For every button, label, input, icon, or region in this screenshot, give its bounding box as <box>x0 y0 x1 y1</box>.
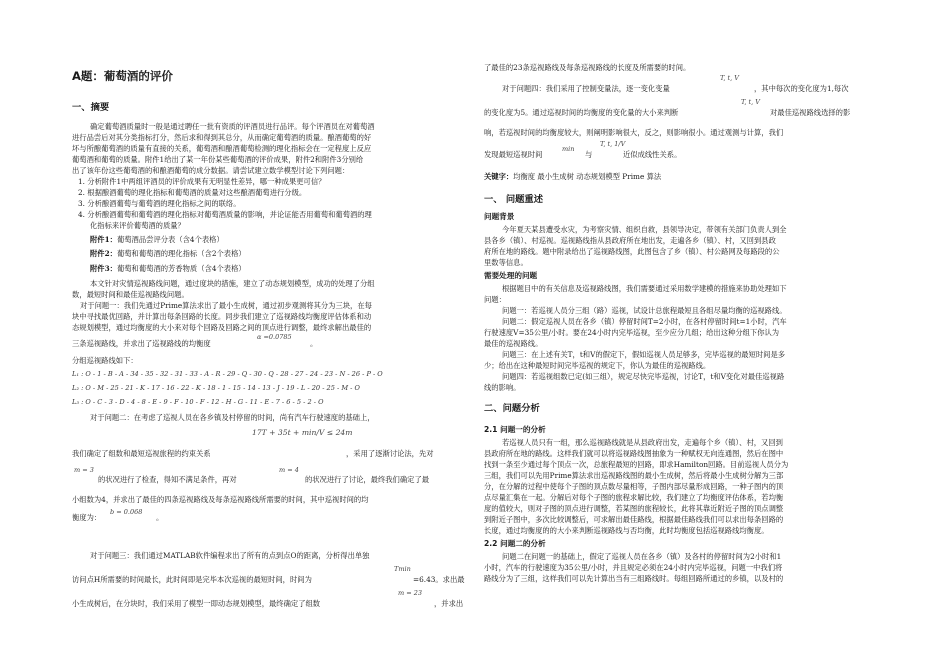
text-line: 三条巡视路线，并求出了巡视路线的均衡度 <box>72 339 211 348</box>
text-line: 找到一条至少通过每个顶点一次，总旅程最短的回路，即求Hamilton回路。目前巡视人员分为 <box>484 460 789 469</box>
text-line: 县各乡（镇）、村巡视。巡视路线指从县政府所在地出发，走遍各乡（镇）、村，又回到县政 <box>484 236 776 245</box>
list-item: 1. 分析附件1中两组评酒员的评价成果有无明显性差异，哪一种成果更可信？ <box>78 177 326 186</box>
route-path: L₂ : O - M - 25 - 21 - K - 17 - 16 - 22 - K - 18 - 1 - 15 - 14 - 13 - J - 19 - L - 20 - 25 - M - O <box>72 384 360 392</box>
text-line: 长度，通过均衡度的的大小来判断巡视路线与否均衡，此时均衡度包括巡视路线均衡度。 <box>484 526 769 535</box>
text-line: 分，在分解的过程中使每个子图的顶点数尽量相等，子图内部尽量形成回路，一种子图内的顶 <box>484 482 784 491</box>
text-line: 问题二在问题一的基础上，假定了巡视人员在各乡（镇）及各村的停留时间为2小时和1 <box>502 552 782 561</box>
text-line: 。 <box>310 339 318 348</box>
document-title: A题：葡萄酒的评价 <box>72 69 173 83</box>
route-path: L₃ : O - C - 3 - D - 4 - 8 - E - 9 - F - 10 - F - 12 - H - G - 11 - E - 7 - 6 - 5 - 2 - O <box>72 398 324 406</box>
text-line: ，其中每次的变化度为1,每次 <box>754 84 849 93</box>
text-line: 问题一：若巡视人员分三组（路）巡视，试设计总旅程最短且各组尽量均衡的巡视路线。 <box>502 306 787 315</box>
text-line: 点尽量汇集在一起。分解后对每个子图的旅程求解比较，我们建立了均衡度评估体系，若均衡 <box>484 493 784 502</box>
subsection-heading: 问题背景 <box>484 212 515 221</box>
variable-set: T, t, V <box>741 98 760 106</box>
attachment-item: 附件2：葡萄和葡萄酒的理化指标（含2个表格） <box>90 249 246 258</box>
variable-set: T, t, 1/V <box>600 140 626 148</box>
text-line: 小生成树后，在分块时，我们采用了模型一即动态规划模型，最终确定了组数 <box>72 599 321 608</box>
variable-set: T, t, V <box>720 74 739 82</box>
alpha-value: α =0.0785 <box>257 333 292 341</box>
text-line: 的状况进行了讨论，最终我们确定了最 <box>305 475 430 484</box>
text-line: 发现最短巡视时间 <box>484 150 543 159</box>
list-item: 化指标来评价葡萄酒的质量？ <box>90 221 185 230</box>
text-line: 访问点H所需要的时间最长，此时间即是完毕本次巡视的最短时间，时间为 <box>72 575 312 584</box>
text-line: 确定葡萄酒质量时一般是通过聘任一批有资质的评酒员进行品评。每个评酒员在对葡萄酒 <box>90 122 375 131</box>
text-line: 度的值较大，则对子图的顶点进行调整，若某图的旅程较长，此将其靠近附近子图的顶点调整 <box>484 504 784 513</box>
text-line: 响，若巡视时间的均衡度较大，则阐明影响很大，反之，则影响很小。通过观测与计算，我们 <box>484 128 784 137</box>
text-line: 出了该年份这些葡萄酒的和酿酒葡萄的成分数据。请尝试建立数学模型讨论下列问题： <box>72 166 350 175</box>
text-line: 近似成线性关系。 <box>623 150 682 159</box>
text-line: 今年夏天某县遭受水灾，为考察灾情、组织自救，县领导决定，带领有关部门负责人到全 <box>502 225 787 234</box>
abstract-heading: 一、摘要 <box>72 102 110 113</box>
text-line: 对于问题二：在考虑了巡视人员在各乡镇及村停留的时间，尚有汽车行驶速度的基础上， <box>90 413 375 422</box>
keywords-line: 关键字：均衡度 最小生成树 动态规划模型 Prime 算法 <box>484 172 662 181</box>
text-line: 根据题目中的有关信息及巡视路线图，我们需要通过采用数学建模的措施来协助处理如下 <box>502 284 787 293</box>
text-line: 问题三：在上述有关T，t和V的假定下，假如巡视人员足够多，完毕巡视的最短时间是多 <box>502 350 786 359</box>
text-line: 。 <box>156 513 164 522</box>
text-line: ，并求出 <box>434 599 464 608</box>
text-line: 对最佳巡视路线选择的影 <box>770 108 851 117</box>
attachment-item: 附件3：葡萄和葡萄酒的芳香物质（含4个表格） <box>90 264 246 273</box>
text-line: 县政府所在地的路线。这样我们就可以将巡视路线图抽象为一种赋权无向连通图，然后在图中 <box>484 449 784 458</box>
section-heading: 一、 问题重述 <box>484 194 544 205</box>
text-line: 块中寻找最优回路，并计算出每条回路的长度。同步我们建立了巡视路线均衡度评估体系和动 <box>72 312 372 321</box>
attachment-item: 附件1：葡萄酒品尝评分表（含4个表格） <box>90 235 224 244</box>
subsection-heading: 需要处理的问题 <box>484 271 538 280</box>
text-line: 对于问题三：我们通过MATLAB软件编程求出了所有的点到点O的距离，分析得出单独 <box>90 551 370 560</box>
list-item: 2. 根据酿酒葡萄的理化指标和葡萄酒的质量对这些酿酒葡萄进行分级。 <box>78 188 307 197</box>
text-line: 问题二：假定巡视人员在各乡（镇）停留时间T=2小时，在各村停留时间t=1小时，汽车 <box>502 317 787 326</box>
list-item: 3. 分析酿酒葡萄与葡萄酒的理化指标之间的联络。 <box>78 199 241 208</box>
text-line: 里数等信息。 <box>484 258 528 267</box>
text-line: 葡萄酒和葡萄的质量。附件1给出了某一年份某些葡萄酒的评价成果，附件2和附件3分别给 <box>72 155 364 164</box>
section-heading: 二、问题分析 <box>484 403 540 414</box>
text-line: 了最佳的23条巡视路线及每条巡视路线的长度及所需要的时间。 <box>484 63 691 72</box>
text-line: 小时，汽车的行驶速度为35公里/小时，并且规定必须在24小时内完毕巡视，问题一中我们将 <box>484 563 783 572</box>
constraint-formula: 17T + 35t + min/V ≤ 24m <box>252 428 353 437</box>
text-line: 小组数为4，并求出了最佳的四条巡视路线及每条巡视路线所需要的时间，其中巡视时间的均 <box>72 495 369 504</box>
text-line: 衡度为： <box>72 513 102 522</box>
text-line: 本文针对灾情巡视路线问题，通过度块的措施，建立了动态规划模型，成功的处理了分组 <box>90 279 375 288</box>
text-line: 对于问题一：我们先通过Prime算法求出了最小生成树，通过初步观测将其分为三块，在每 <box>80 301 372 310</box>
text-line: 的状况进行了检查，得知不满足条件，再对 <box>98 475 237 484</box>
m-value: m = 23 <box>398 589 423 597</box>
text-line: 行驶速度V=35公里/小时。要在24小时内完毕巡视，至少应分几组；给出这种分组下你认为 <box>484 328 780 337</box>
text-line: 路线分为了三组，这样我们可以先计算出当有三组路线时。每组回路所通过的乡镇，以及村的 <box>484 574 784 583</box>
text-line: 与 <box>585 150 593 159</box>
tmin-symbol: Tmin <box>394 565 411 573</box>
text-line: 坏与所酿葡萄酒的质量有直接的关系，葡萄酒和酿酒葡萄检测的理化指标会在一定程度上反应 <box>72 144 372 153</box>
m-value: m = 3 <box>74 466 94 474</box>
text-line: ，采用了逐渐讨论法，先对 <box>346 449 434 458</box>
text-line: 到附近子图中，多次比较调整后，可求解出最佳路线，根据最佳路线我们可以求出每条回路的 <box>484 515 784 524</box>
text-line: 数，最短时间和最佳巡视路线问题。 <box>72 290 189 299</box>
text-line: 少；给出在这种最短时间完毕巡视的规定下，你认为最佳的巡视路线。 <box>484 361 711 370</box>
text-line: 线的影响。 <box>484 383 521 392</box>
text-line: 问题四：若巡视组数已定(如三组），规定尽快完毕巡视，讨论T，t和V变化对最佳巡视路 <box>502 372 785 381</box>
min-symbol: min <box>562 145 575 153</box>
subsection-heading: 2.1 问题一的分析 <box>484 425 546 434</box>
text-line: 我们确定了组数和最短巡视旅程的约束关系 <box>72 449 211 458</box>
route-path: L₁ : O - 1 - B - A - 34 - 35 - 32 - 31 - 33 - A - R - 29 - Q - 30 - Q - 28 - 27 - 24 - 23 - N - 26 - P - O <box>72 370 383 378</box>
text-line: 进行品尝后对其分类指标打分，然后求和得到其总分，从而确定葡萄酒的质量。酿酒葡萄的好 <box>72 133 372 142</box>
text-line: 若巡视人员只有一组，那么巡视路线就是从县政府出发，走遍每个乡（镇）、村，又回到 <box>502 438 783 447</box>
list-item: 4. 分析酿酒葡萄和葡萄酒的理化指标对葡萄酒质量的影响，并论证能否用葡萄和葡萄酒的理 <box>78 210 372 219</box>
text-line: 问题： <box>484 295 506 304</box>
text-line: 最佳的巡视路线。 <box>484 339 543 348</box>
subsection-heading: 2.2 问题二的分析 <box>484 539 546 548</box>
text-line: 对于问题四：我们采用了控制变量法，逐一变化变量 <box>502 84 670 93</box>
beta-value: b = 0.068 <box>110 508 143 516</box>
text-line: 态规划模型，通过均衡度的大小来对每个回路及回路之间的顶点进行调整，最终求解出最佳的 <box>72 323 372 332</box>
text-line: 三组，我们可以先用Prime算法求出巡视路线图的最小生成树，然后将最小生成树分解为三部 <box>484 471 784 480</box>
route-intro: 分组巡视路线如下： <box>72 356 138 365</box>
text-line: 府所在地的路线。题中附录给出了巡视路线图，此图包含了乡（镇）、村公路网及每路段的公 <box>484 247 780 256</box>
text-line: 的变化度为5。通过巡视时间的均衡度的变化量的大小来判断 <box>484 108 679 117</box>
m-value: m = 4 <box>279 466 299 474</box>
text-line: =6.43。求出最 <box>413 575 465 584</box>
